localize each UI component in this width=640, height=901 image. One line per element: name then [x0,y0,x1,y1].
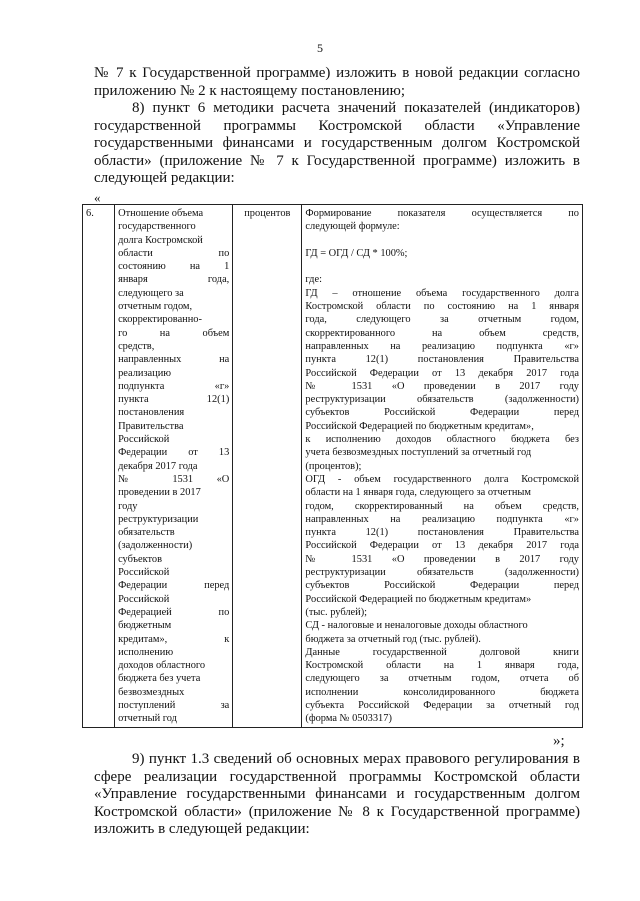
cell-text-line: № 1531 «О [118,473,230,485]
unit-label: процентов [244,208,291,219]
cell-text-line: СД - налоговые и неналоговые доходы областного [305,620,528,632]
cell-text-line: ГД – отношение объема государственного долга [305,287,579,299]
cell-text-line: реализацию [118,367,172,379]
cell-text-line: следующей формуле: [305,221,400,233]
cell-text-line: подпункта «г» [118,380,230,392]
cell-text-line: пункта 12(1) постановления Правительства [305,354,579,366]
cell-text-line: области на 1 января года, следующего за отчетным [305,487,531,499]
text-line: № 7 к Государственной программе) изложить в новой редакции согласно [94,65,580,81]
cell-text-line: направленных на реализацию подпункта «г» [305,513,579,525]
cell-text-line: скорректированно- [118,314,202,326]
cell-text-line: исполнению [118,646,174,658]
unit-cell [233,205,302,728]
cell-text-line: Формирование показателя осуществляется по [305,208,579,219]
cell-text-line: Правительства [118,420,184,432]
closing-quote: »; [553,733,565,749]
cell-text-line: области по [118,247,230,259]
cell-text-line: (задолженности) [118,540,193,552]
cell-text-line: № 1531 «О проведении в 2017 году [305,380,579,392]
cell-text-line: пункта 12(1) [118,394,230,406]
cell-text-line: направленных на реализацию подпункта «г» [305,340,579,352]
cell-text-line: годом, скорректированный на объем средств, [305,500,579,512]
cell-text-line: долга Костромской [118,234,203,246]
table-row [83,205,583,728]
text-line: 9) пункт 1.3 сведений об основных мерах правового регулирования в [132,751,580,767]
cell-text-line: к исполнению доходов областного бюджета без [305,434,579,446]
cell-text-line: Российской [118,593,170,605]
cell-text-line: ГД = ОГД / СД * 100%; [305,247,408,259]
cell-text-line: Федерации от 13 [118,447,230,459]
cell-text-line: состоянию на 1 [118,261,230,273]
cell-text-line: № 1531 «О проведении в 2017 году [305,553,579,565]
text-line: государственной программы Костромской области «Управление [94,117,580,134]
cell-text-line: Российской [118,567,170,579]
row-number-cell [83,205,115,728]
cell-text-line: учета безвозмездных поступлений за отчетный год [305,447,532,459]
cell-text-line [305,260,579,273]
cell-text-line: постановления [118,407,185,419]
cell-text-line: средств, [118,340,155,352]
cell-text-line: ОГД - объем государственного долга Костромской [305,473,579,485]
cell-text-line: поступлений за [118,699,230,711]
cell-text-line: Данные государственной долговой книги [305,646,579,658]
cell-text-line: (процентов); [305,460,362,472]
cell-text-line: направленных на [118,354,230,366]
cell-text-line: (форма № 0503317) [305,713,392,725]
cell-text-line: Российской Федерации от 13 декабря 2017 года [305,367,579,379]
cell-text-line: государственного [118,221,196,233]
paragraph-8 [94,100,580,188]
cell-text-line: доходов областного [118,660,206,672]
cell-text-line: Костромской области по состоянию на 1 января [305,301,579,313]
cell-text-line: года, следующего за отчетным годом, [305,314,579,326]
cell-text-line: году [118,500,138,512]
row-number: 6. [86,208,94,219]
text-line: «Управление государственными финансами и государственным долгом [94,786,580,803]
cell-text-line [305,234,579,247]
methodology-table [82,204,583,728]
cell-text-line: декабря 2017 года [118,460,198,472]
cell-text-line: реструктуризации обязательств (задолженности) [305,394,579,406]
cell-text-line: Федерацией по [118,606,230,618]
text-line: сфере реализации государственной программы Костромской области [94,768,580,785]
cell-text-line: проведении в 2017 [118,487,201,499]
text-line: следующей редакции: [94,170,235,187]
text-line: области» (приложение № 7 к Государственной программе) изложить в [94,152,580,169]
cell-text-line: Российской [118,434,170,446]
text-line: изложить в следующей редакции: [94,821,310,838]
cell-text-line: где: [305,274,322,286]
cell-text-line: реструктуризации [118,513,199,525]
cell-text-line: Костромской области на 1 января года, [305,660,579,672]
cell-text-line: обязательств [118,527,175,539]
cell-text-line: пункта 12(1) постановления Правительства [305,527,579,539]
page-number: 5 [317,41,323,55]
cell-text-line: субъекта Российской Федерации за отчетный год [305,699,579,711]
cell-text-line: Федерации перед [118,580,230,592]
text-line: Костромской области» (приложение № 8 к Государственной программе) [94,803,580,820]
cell-text-line: кредитам», к [118,633,230,645]
text-line: государственными финансами и государственным долгом Костромской [94,135,580,152]
cell-text-line: (тыс. рублей); [305,606,368,618]
paragraph-9 [94,751,580,839]
cell-text-line: следующего за [118,287,184,299]
cell-text-line: следующего за отчетным годом, отчета об [305,673,579,685]
opening-quote: « [94,190,101,205]
indicator-name-cell [115,205,233,728]
cell-text-line: скорректированного на объем средств, [305,327,579,339]
cell-text-line: субъектов Российской Федерации перед [305,580,579,592]
cell-text-line: реструктуризации обязательств (задолженности) [305,567,579,579]
cell-text-line: января года, [118,274,230,286]
cell-text-line: Российской Федерации от 13 декабря 2017 года [305,540,579,552]
cell-text-line: безвозмездных [118,686,185,698]
cell-text-line: Отношение объема [118,208,204,219]
text-line: 8) пункт 6 методики расчета значений показателей (индикаторов) [132,100,580,116]
text-line: приложению № 2 к настоящему постановлению; [94,82,406,99]
cell-text-line: отчетный год [118,713,177,725]
cell-text-line: исполнении консолидированного бюджета [305,686,579,698]
cell-text-line: Российской Федерацией по бюджетным кредитам» [305,593,532,605]
cell-text-line: субъектов Российской Федерации перед [305,407,579,419]
cell-text-line: субъектов [118,553,163,565]
cell-text-line: Российской Федерацией по бюджетным кредитам», [305,420,534,432]
cell-text-line: го на объем [118,327,230,339]
cell-text-line: отчетным годом, [118,301,193,313]
method-cell [302,205,583,728]
cell-text-line: бюджета без учета [118,673,201,685]
cell-text-line: бюджетным [118,620,172,632]
cell-text-line: бюджета за отчетный год (тыс. рублей). [305,633,481,645]
paragraph-intro [94,65,580,100]
